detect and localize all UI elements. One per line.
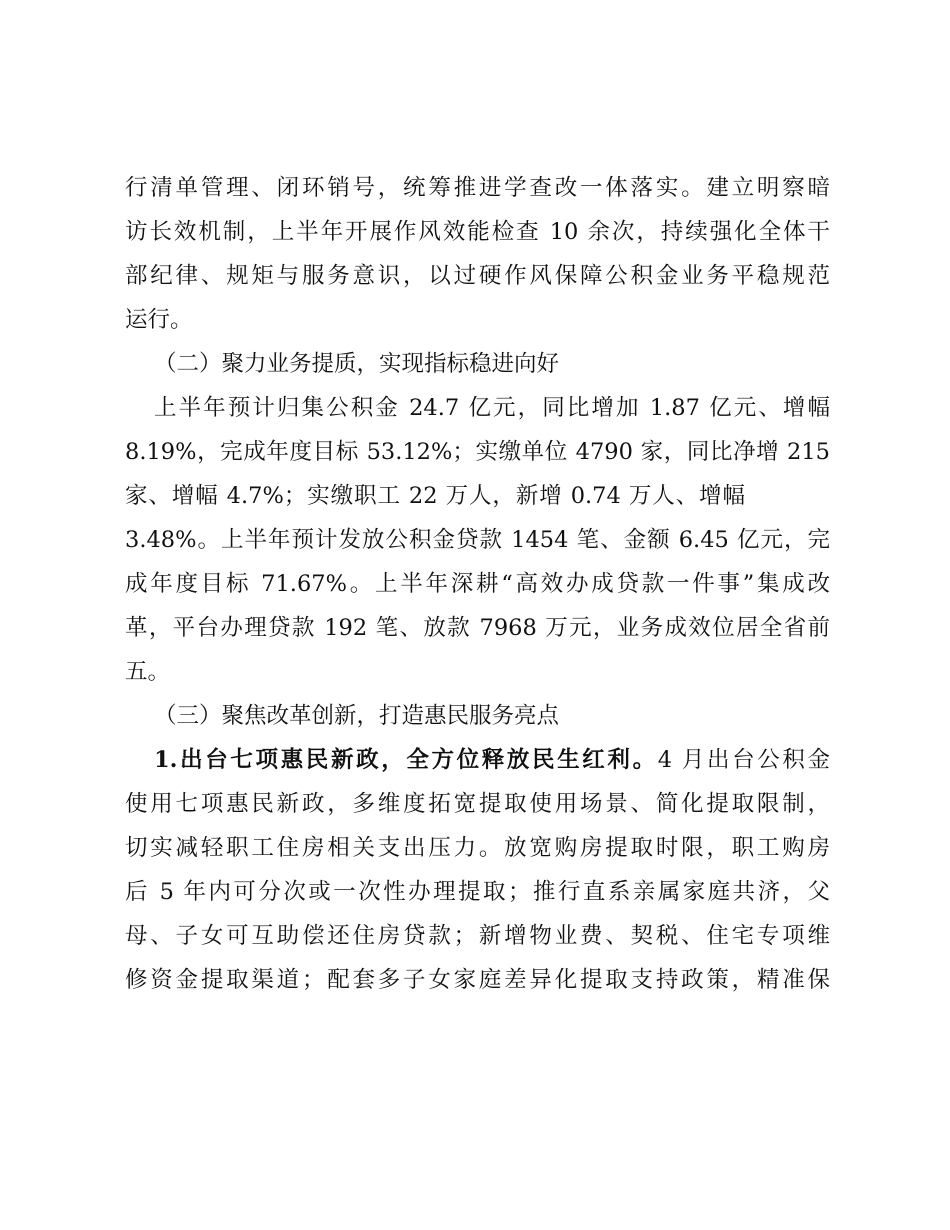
paragraph-line-tail: 4 月出台公积金 bbox=[657, 747, 831, 773]
paragraph-line: 五。 bbox=[125, 659, 171, 685]
paragraph-line: 访长效机制，上半年开展作风效能检查 10 余次，持续强化全体干 bbox=[125, 219, 830, 245]
paragraph-line-with-lead bbox=[154, 738, 830, 782]
paragraph-line: 行清单管理、闭环销号，统筹推进学查改一体落实。建立明察暗 bbox=[125, 175, 830, 201]
bold-lead-sentence: 1.出台七项惠民新政，全方位释放民生红利。 bbox=[154, 747, 658, 773]
paragraph-line: 8.19%，完成年度目标 53.12%；实缴单位 4790 家，同比净增 215 bbox=[125, 439, 830, 465]
section-heading: （二）聚力业务提质，实现指标稳进向好 bbox=[154, 351, 560, 377]
paragraph-line: 部纪律、规矩与服务意识，以过硬作风保障公积金业务平稳规范 bbox=[125, 263, 830, 289]
paragraph-line: 切实减轻职工住房相关支出压力。放宽购房提取时限，职工购房 bbox=[125, 835, 830, 861]
paragraph-line: 成年度目标 71.67%。上半年深耕“高效办成贷款一件事”集成改 bbox=[125, 571, 830, 597]
paragraph-line: 上半年预计归集公积金 24.7 亿元，同比增加 1.87 亿元、增幅 bbox=[154, 395, 830, 421]
paragraph-line: 运行。 bbox=[125, 307, 193, 333]
paragraph-line: 母、子女可互助偿还住房贷款；新增物业费、契税、住宅专项维 bbox=[125, 923, 830, 949]
paragraph-line: 后 5 年内可分次或一次性办理提取；推行直系亲属家庭共济，父 bbox=[125, 879, 830, 905]
section-heading: （三）聚焦改革创新，打造惠民服务亮点 bbox=[154, 703, 560, 729]
paragraph-line: 革，平台办理贷款 192 笔、放款 7968 万元，业务成效位居全省前 bbox=[125, 615, 830, 641]
paragraph-line: 3.48%。上半年预计发放公积金贷款 1454 笔、金额 6.45 亿元，完 bbox=[125, 527, 830, 553]
paragraph-line: 使用七项惠民新政，多维度拓宽提取使用场景、简化提取限制， bbox=[125, 791, 830, 817]
paragraph-line: 家、增幅 4.7%；实缴职工 22 万人，新增 0.74 万人、增幅 bbox=[125, 483, 745, 509]
paragraph-line: 修资金提取渠道；配套多子女家庭差异化提取支持政策，精准保 bbox=[125, 967, 830, 993]
